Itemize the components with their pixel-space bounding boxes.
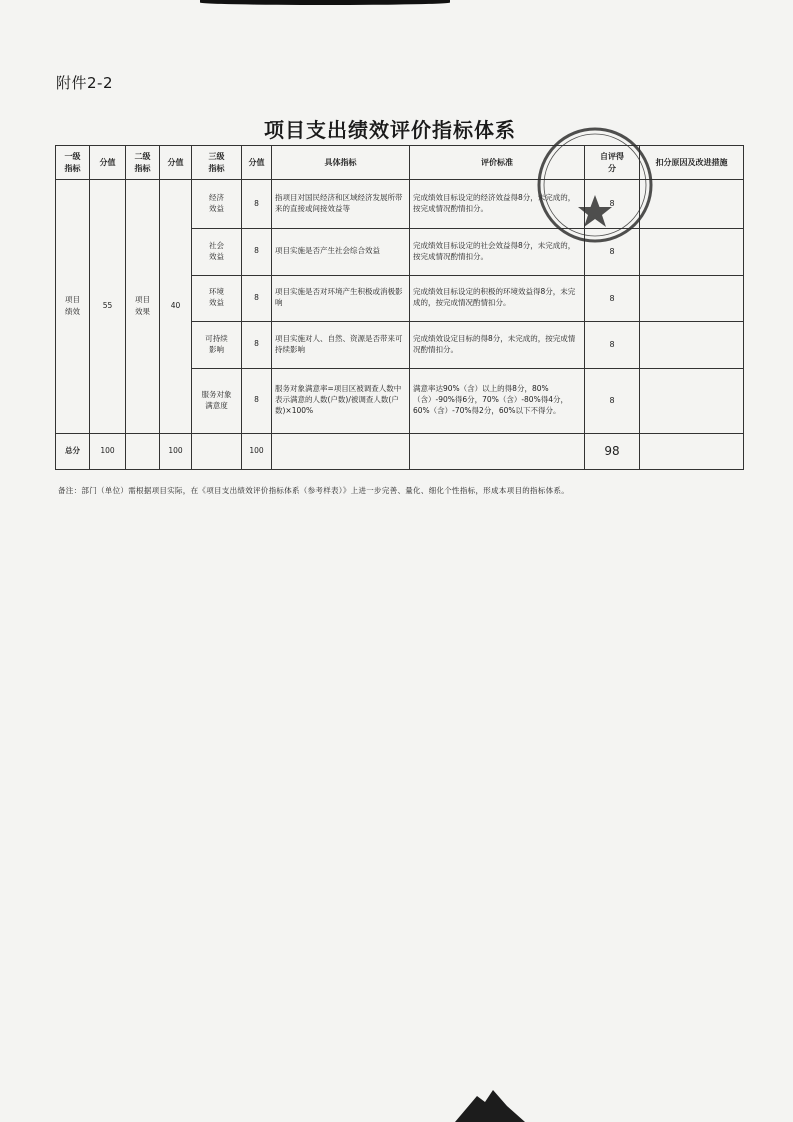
total-empty-cell: [272, 433, 410, 470]
evaluation-standard: 完成绩效目标设定的社会效益得8分，未完成的，按完成情况酌情扣分。: [410, 229, 585, 276]
deduction-reason: [640, 180, 744, 229]
attachment-label: 附件2-2: [56, 74, 113, 92]
footnote: 备注：部门（单位）需根据项目实际，在《项目支出绩效评价指标体系（参考样表）》上进一步完善、量化、细化个性指标，形成本项目的指标体系。: [58, 486, 570, 495]
top-edge-shadow: [200, 0, 450, 5]
evaluation-standard: 完成绩效目标设定的积极的环境效益得8分，未完成的，按完成情况酌情扣分。: [410, 275, 585, 322]
self-score: 8: [585, 322, 640, 369]
total-empty-cell: [640, 433, 744, 470]
level2-name: 项目 效果: [135, 295, 150, 317]
specific-indicator: 服务对象满意率=项目区被调查人数中表示满意的人数(户数)/被调查人数(户数)×100%: [272, 368, 410, 433]
header-specific: 具体指标: [272, 146, 410, 180]
official-seal-stamp: [535, 125, 655, 245]
deduction-reason: [640, 368, 744, 433]
specific-indicator: 项目实施是否对环境产生积极或消极影响: [272, 275, 410, 322]
deduction-reason: [640, 275, 744, 322]
self-score: 8: [585, 275, 640, 322]
bottom-binding-mark: [455, 1088, 525, 1122]
self-score: 8: [585, 180, 640, 229]
self-score: 8: [585, 368, 640, 433]
header-level2: 二级 指标: [126, 146, 160, 180]
header-level3: 三级 指标: [192, 146, 242, 180]
evaluation-standard: 满意率达90%（含）以上的得8分，80%（含）-90%得6分，70%（含）-80%得4分，60%（含）-70%得2分，60%以下不得分。: [410, 368, 585, 433]
header-self-score: 自评得 分: [585, 146, 640, 180]
deduction-reason: [640, 322, 744, 369]
header-score1: 分值: [90, 146, 126, 180]
total-empty-cell: [410, 433, 585, 470]
level3-indicator: 可持续 影响: [192, 322, 242, 369]
level3-indicator: 环境 效益: [192, 275, 242, 322]
header-score3: 分值: [242, 146, 272, 180]
evaluation-standard: 完成绩效设定目标的得8分，未完成的，按完成情况酌情扣分。: [410, 322, 585, 369]
document-title: 项目支出绩效评价指标体系: [264, 118, 516, 142]
total-row: [56, 433, 744, 470]
total-label: 总分: [56, 433, 90, 470]
self-score: 8: [585, 229, 640, 276]
deduction-reason: [640, 229, 744, 276]
total-empty-cell: [126, 433, 160, 470]
header-standard: 评价标准: [410, 146, 585, 180]
level3-score: 8: [242, 229, 272, 276]
level3-score: 8: [242, 275, 272, 322]
specific-indicator: 项目实施是否产生社会综合效益: [272, 229, 410, 276]
total-self-score: 98: [585, 433, 640, 470]
total-level2-score: 100: [160, 433, 192, 470]
header-deduction: 扣分原因及改进措施: [640, 146, 744, 180]
level1-score: 55: [90, 180, 126, 433]
level3-score: 8: [242, 180, 272, 229]
specific-indicator: 项目实施对人、自然、资源是否带来可持续影响: [272, 322, 410, 369]
level1-name-cell: [56, 180, 90, 433]
level1-name: 项目 绩效: [65, 295, 80, 317]
specific-indicator: 指项目对国民经济和区域经济发展所带来的直接或间接效益等: [272, 180, 410, 229]
total-level3-score: 100: [242, 433, 272, 470]
level3-indicator: 社会 效益: [192, 229, 242, 276]
total-empty-cell: [192, 433, 242, 470]
level2-name-cell: [126, 180, 160, 433]
level3-indicator: 经济 效益: [192, 180, 242, 229]
evaluation-standard: 完成绩效目标设定的经济效益得8分，未完成的，按完成情况酌情扣分。: [410, 180, 585, 229]
header-score2: 分值: [160, 146, 192, 180]
total-level1-score: 100: [90, 433, 126, 470]
header-level1: 一级 指标: [56, 146, 90, 180]
level3-indicator: 服务对象 满意度: [192, 368, 242, 433]
level3-score: 8: [242, 322, 272, 369]
level2-score: 40: [160, 180, 192, 433]
level3-score: 8: [242, 368, 272, 433]
